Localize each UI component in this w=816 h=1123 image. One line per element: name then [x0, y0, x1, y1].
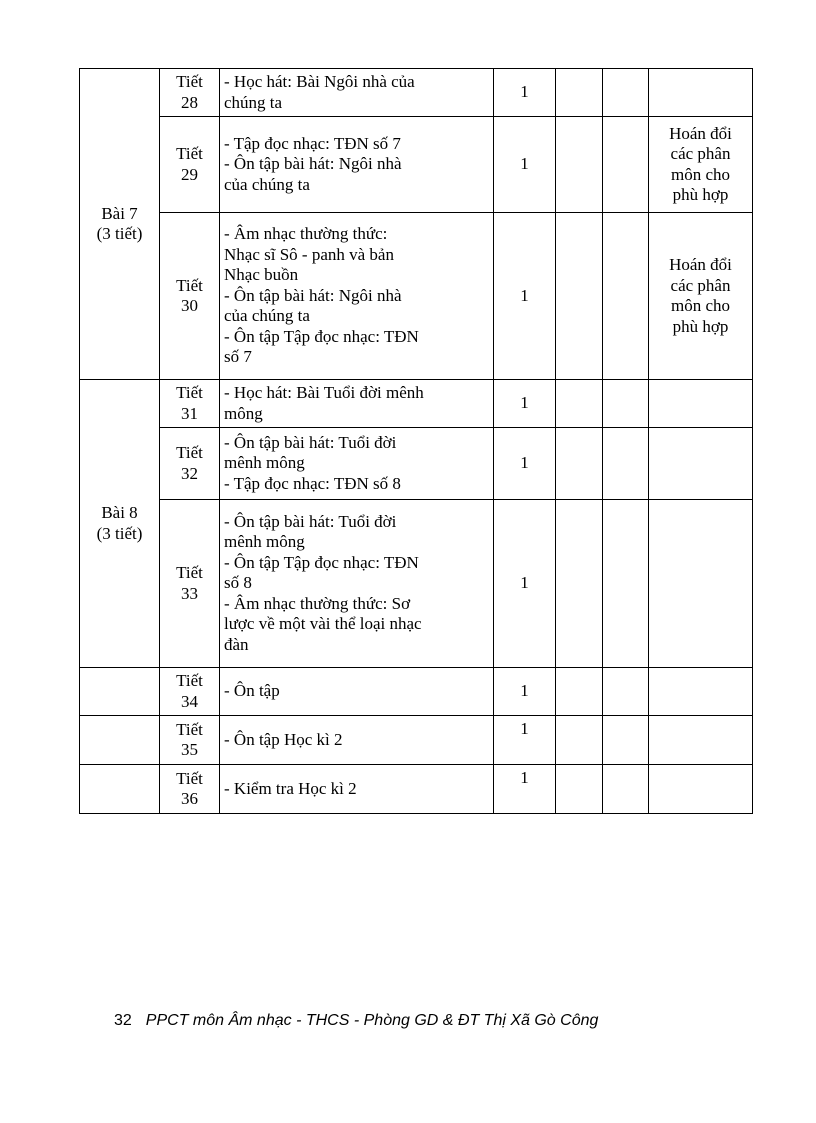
hours-cell: 1 — [494, 428, 556, 500]
empty-cell — [603, 428, 649, 500]
hours-cell: 1 — [494, 117, 556, 213]
period-cell: Tiết 34 — [160, 668, 220, 716]
hours-cell: 1 — [494, 69, 556, 117]
empty-cell — [556, 69, 603, 117]
table-row — [80, 668, 753, 716]
footer-text: PPCT môn Âm nhạc - THCS - Phòng GD & ĐT Thị Xã Gò Công — [145, 1012, 599, 1029]
empty-cell — [556, 668, 603, 716]
empty-cell — [556, 213, 603, 380]
table-row — [80, 213, 753, 380]
hours-cell: 1 — [494, 716, 556, 765]
table-row — [80, 117, 753, 213]
empty-cell — [556, 117, 603, 213]
table-row — [80, 500, 753, 668]
table-row — [80, 765, 753, 814]
unit-cell — [80, 716, 160, 765]
hours-cell: 1 — [494, 213, 556, 380]
period-cell: Tiết 35 — [160, 716, 220, 765]
hours-cell: 1 — [494, 500, 556, 668]
period-cell: Tiết 30 — [160, 213, 220, 380]
empty-cell — [603, 716, 649, 765]
content-cell: - Kiểm tra Học kì 2 — [220, 765, 494, 814]
note-cell — [649, 668, 753, 716]
note-cell — [649, 765, 753, 814]
empty-cell — [603, 117, 649, 213]
period-cell: Tiết 29 — [160, 117, 220, 213]
unit-cell: Bài 7 (3 tiết) — [80, 69, 160, 380]
empty-cell — [556, 765, 603, 814]
content-cell: - Ôn tập bài hát: Tuổi đời mênh mông - Tập đọc nhạc: TĐN số 8 — [220, 428, 494, 500]
unit-cell — [80, 765, 160, 814]
period-cell: Tiết 28 — [160, 69, 220, 117]
empty-cell — [603, 380, 649, 428]
content-cell: - Ôn tập Học kì 2 — [220, 716, 494, 765]
empty-cell — [603, 69, 649, 117]
content-cell: - Học hát: Bài Tuổi đời mênh mông — [220, 380, 494, 428]
empty-cell — [556, 716, 603, 765]
unit-cell — [80, 668, 160, 716]
unit-cell: Bài 8 (3 tiết) — [80, 380, 160, 668]
empty-cell — [603, 668, 649, 716]
note-cell — [649, 69, 753, 117]
empty-cell — [556, 500, 603, 668]
period-cell: Tiết 31 — [160, 380, 220, 428]
content-cell: - Ôn tập bài hát: Tuổi đời mênh mông - Ôn tập Tập đọc nhạc: TĐN số 8 - Âm nhạc thường thức: Sơ lược về một vài thể loại nhạc đàn — [220, 500, 494, 668]
note-cell — [649, 380, 753, 428]
note-cell: Hoán đổi các phân môn cho phù hợp — [649, 117, 753, 213]
table-row — [80, 716, 753, 765]
hours-cell: 1 — [494, 765, 556, 814]
hours-cell: 1 — [494, 668, 556, 716]
empty-cell — [603, 500, 649, 668]
table-row — [80, 380, 753, 428]
empty-cell — [556, 428, 603, 500]
empty-cell — [603, 765, 649, 814]
period-cell: Tiết 32 — [160, 428, 220, 500]
note-cell — [649, 500, 753, 668]
note-cell: Hoán đổi các phân môn cho phù hợp — [649, 213, 753, 380]
hours-cell: 1 — [494, 380, 556, 428]
note-cell — [649, 716, 753, 765]
content-cell: - Âm nhạc thường thức: Nhạc sĩ Sô - panh và bản Nhạc buồn - Ôn tập bài hát: Ngôi nhà của chúng ta - Ôn tập Tập đọc nhạc: TĐN số 7 — [220, 213, 494, 380]
page-footer — [114, 1012, 598, 1030]
content-cell: - Ôn tập — [220, 668, 494, 716]
content-cell: - Tập đọc nhạc: TĐN số 7 - Ôn tập bài hát: Ngôi nhà của chúng ta — [220, 117, 494, 213]
page-number: 32 — [114, 1012, 132, 1029]
period-cell: Tiết 36 — [160, 765, 220, 814]
empty-cell — [603, 213, 649, 380]
table-row — [80, 428, 753, 500]
content-cell: - Học hát: Bài Ngôi nhà của chúng ta — [220, 69, 494, 117]
empty-cell — [556, 380, 603, 428]
period-cell: Tiết 33 — [160, 500, 220, 668]
curriculum-table — [79, 68, 753, 814]
note-cell — [649, 428, 753, 500]
table-row — [80, 69, 753, 117]
